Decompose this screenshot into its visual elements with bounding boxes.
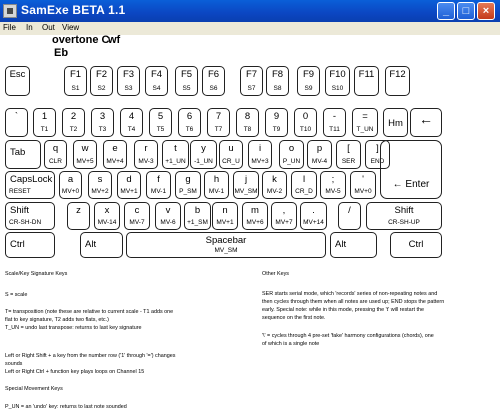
key-k[interactable]: k MV-2	[262, 171, 287, 199]
section-heading: Other Keys	[262, 271, 289, 277]
key-r[interactable]: r MV-3	[134, 140, 158, 169]
key-p[interactable]: p MV-4	[307, 140, 332, 169]
key-enter[interactable]: ← Enter	[380, 140, 442, 199]
key-left-alt[interactable]: Alt	[80, 232, 123, 258]
key-spacebar[interactable]: Spacebar MV_SM	[126, 232, 326, 258]
key-esc[interactable]: Esc	[5, 66, 30, 96]
key-equals[interactable]: = T_UN	[352, 108, 378, 137]
key-tab[interactable]: Tab	[5, 140, 41, 169]
key-f9[interactable]: F9 S9	[297, 66, 320, 96]
text-line: sounds	[5, 361, 23, 367]
key-n[interactable]: n MV+1	[212, 202, 238, 230]
key-j[interactable]: j MV_SM	[233, 171, 259, 199]
key-e[interactable]: e MV+4	[103, 140, 127, 169]
key-x[interactable]: x MV-14	[94, 202, 120, 230]
text-line: T= transposition (note these are relative to current scale - T1 adds one	[5, 309, 174, 315]
title-bar	[0, 0, 500, 22]
key-f8[interactable]: F8 S8	[266, 66, 289, 96]
key-i[interactable]: i MV+3	[248, 140, 272, 169]
text-line: Left or Right Shift + a key from the number row ('1' through '=') changes	[5, 353, 176, 359]
key-4[interactable]: 4 T4	[120, 108, 143, 137]
window-title: SamExe BETA 1.1	[21, 3, 126, 17]
key-f3[interactable]: F3 S3	[117, 66, 140, 96]
text-line: sequence on the first note.	[262, 315, 326, 321]
text-line: flat to key signature, T2 adds two flats, etc.)	[5, 317, 109, 323]
key-right-ctrl[interactable]: Ctrl	[390, 232, 442, 258]
key-2[interactable]: 2 T2	[62, 108, 85, 137]
text-line: '\' = cycles through 4 pre-set 'fake' harmony configurations (chords), one	[262, 333, 434, 339]
key-7[interactable]: 7 T7	[207, 108, 230, 137]
menu-view[interactable]: View	[62, 23, 80, 32]
key-period[interactable]: . MV+14	[300, 202, 327, 230]
text-line: early. Special note: while in this mode, pressing the 't' will restart the	[262, 307, 424, 313]
key-6[interactable]: 6 T6	[178, 108, 201, 137]
key-f5[interactable]: F5 S5	[175, 66, 198, 96]
key-5[interactable]: 5 T5	[149, 108, 172, 137]
key-u[interactable]: u CR_U	[219, 140, 243, 169]
key-right-alt[interactable]: Alt	[330, 232, 377, 258]
section-heading: Scale/Key Signature Keys	[5, 271, 68, 277]
key-s[interactable]: s MV+2	[88, 171, 112, 199]
key-z[interactable]: z	[67, 202, 90, 230]
key-t[interactable]: t +1_UN	[162, 140, 189, 169]
key-0[interactable]: 0 T10	[294, 108, 317, 137]
key-capslock[interactable]: CapsLock RESET	[5, 171, 55, 199]
key-f2[interactable]: F2 S2	[90, 66, 113, 96]
key-3[interactable]: 3 T3	[91, 108, 114, 137]
key-w[interactable]: w MV+5	[73, 140, 97, 169]
key-f[interactable]: f MV-1	[146, 171, 171, 199]
key-f7[interactable]: F7 S7	[240, 66, 263, 96]
section-heading: Special Movement Keys	[5, 386, 63, 392]
text-line: P_UN = an 'undo' key: returns to last note sounded	[5, 404, 127, 410]
key-f11[interactable]: F11	[354, 66, 379, 96]
text-line: SER starts serial mode, which 'records' series of non-repeating notes and	[262, 291, 438, 297]
key-g[interactable]: g P_SM	[175, 171, 201, 199]
key-m[interactable]: m MV+6	[242, 202, 268, 230]
maximize-button[interactable]: □	[457, 2, 475, 20]
key-o[interactable]: o P_UN	[279, 140, 304, 169]
key-9[interactable]: 9 T9	[265, 108, 288, 137]
text-line: S = scale	[5, 292, 28, 298]
menu-in[interactable]: In	[26, 23, 33, 32]
app-icon	[3, 4, 17, 18]
close-button[interactable]: ×	[477, 2, 495, 20]
key-right-shift[interactable]: Shift CR-SH-UP	[366, 202, 442, 230]
key-right-bracket[interactable]: ] END	[365, 140, 390, 169]
text-line: Left or Right Ctrl + function key plays loops on Channel 15	[5, 369, 145, 375]
key-left-shift[interactable]: Shift CR-SH-DN	[5, 202, 55, 230]
key-backtick[interactable]: `	[5, 108, 28, 137]
key-quote[interactable]: ' MV+0	[350, 171, 376, 199]
key-l[interactable]: l CR_D	[291, 171, 317, 199]
wf-label: wf	[108, 34, 121, 46]
key-v[interactable]: v MV-6	[155, 202, 181, 230]
key-c[interactable]: c MV-7	[124, 202, 150, 230]
key-d[interactable]: d MV+1	[117, 171, 141, 199]
key-f10[interactable]: F10 S10	[325, 66, 350, 96]
mode-label: overtone C	[52, 34, 110, 46]
key-f1[interactable]: F1 S1	[64, 66, 87, 96]
key-8[interactable]: 8 T8	[236, 108, 259, 137]
key-a[interactable]: a MV+0	[59, 171, 82, 199]
key-y[interactable]: y -1_UN	[190, 140, 217, 169]
key-minus[interactable]: - T11	[323, 108, 346, 137]
key-b[interactable]: b +1_SM	[184, 202, 211, 230]
key-left-bracket[interactable]: [ SER	[336, 140, 361, 169]
menu-file[interactable]: File	[3, 23, 16, 32]
key-semicolon[interactable]: ; MV-5	[320, 171, 346, 199]
key-1[interactable]: 1 T1	[33, 108, 56, 137]
menu-out[interactable]: Out	[42, 23, 55, 32]
key-home[interactable]: Hm	[383, 108, 408, 137]
key-f6[interactable]: F6 S6	[202, 66, 225, 96]
key-f4[interactable]: F4 S4	[145, 66, 168, 96]
key-q[interactable]: q CLR	[44, 140, 67, 169]
text-line: then cycles through them when all notes are used up; END stops the pattern	[262, 299, 445, 305]
key-f12[interactable]: F12	[385, 66, 410, 96]
key-comma[interactable]: , MV+7	[271, 202, 297, 230]
key-signature: Eb	[54, 47, 69, 59]
text-line: of which is a single note	[262, 341, 320, 347]
minimize-button[interactable]: _	[437, 2, 455, 20]
key-slash[interactable]: /	[338, 202, 361, 230]
key-h[interactable]: h MV-1	[204, 171, 229, 199]
key-left-ctrl[interactable]: Ctrl	[5, 232, 55, 258]
key-backspace[interactable]: ←	[410, 108, 442, 137]
text-line: T_UN = undo last transpose: returns to last key signature	[5, 325, 142, 331]
